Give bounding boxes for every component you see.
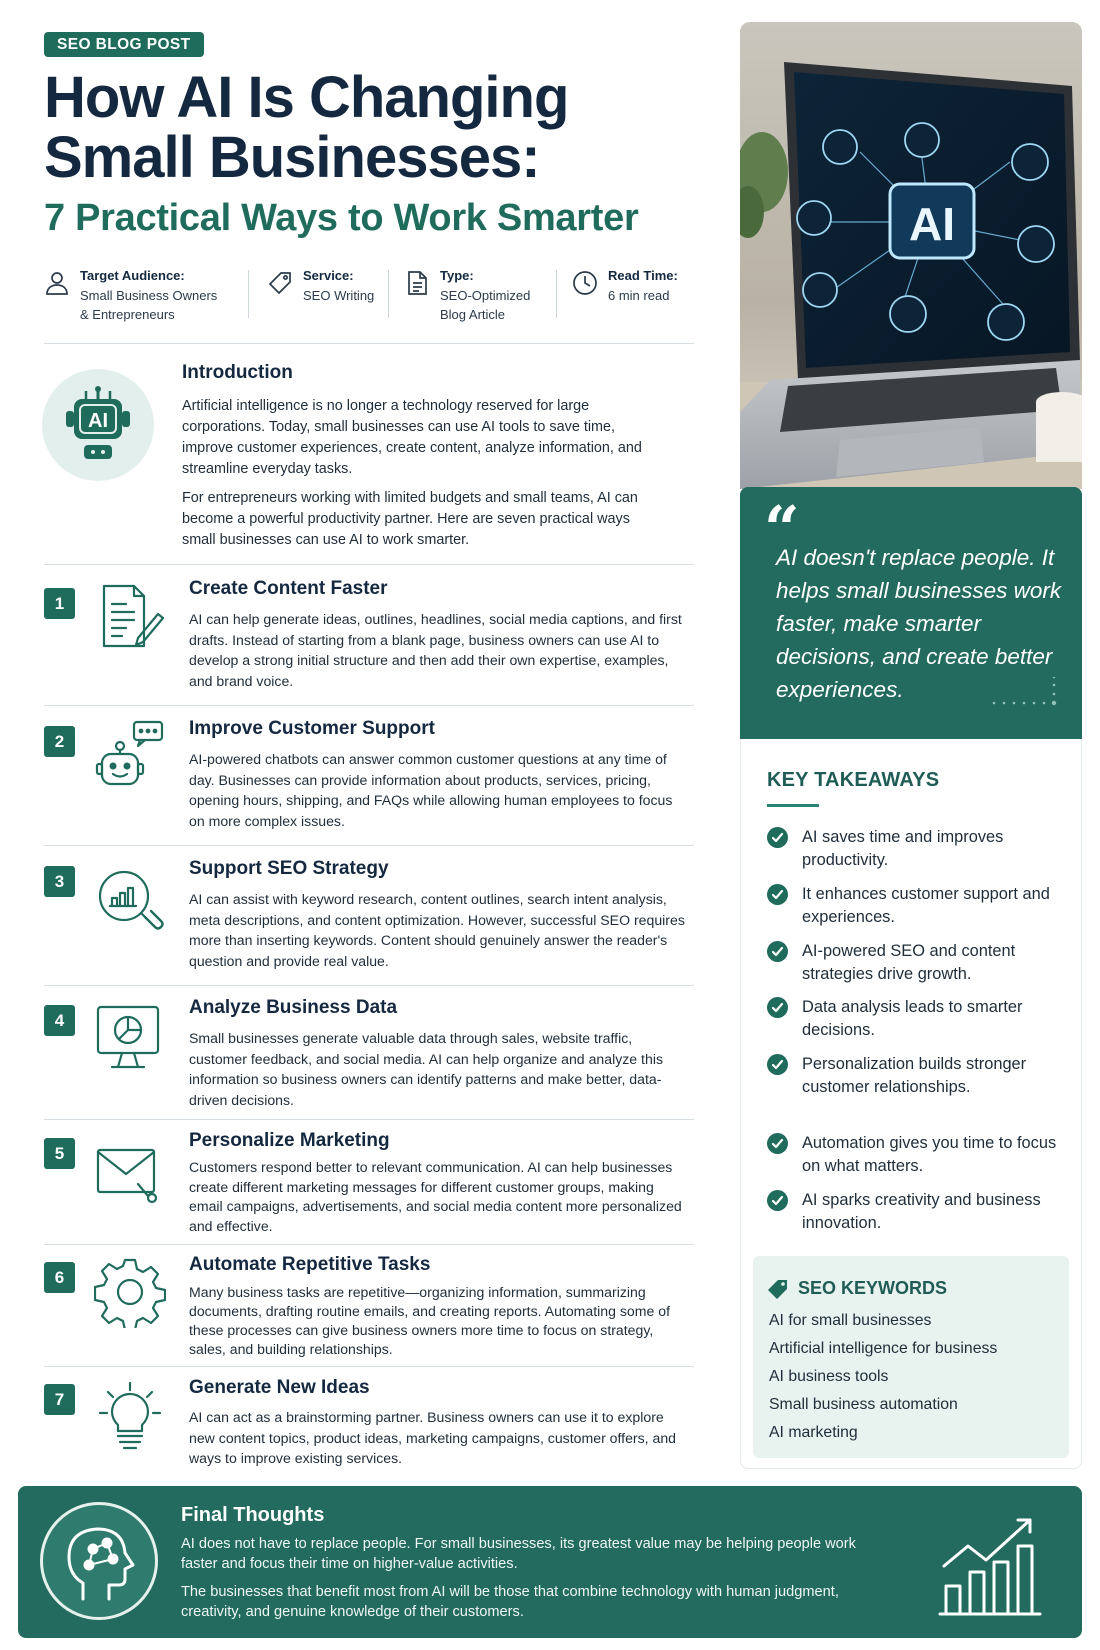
list-item — [44, 997, 694, 1117]
meta-label: Type: — [440, 268, 474, 283]
divider — [44, 1244, 694, 1245]
item-title: Automate Repetitive Tasks — [189, 1254, 431, 1275]
divider — [44, 705, 694, 706]
meta-value: SEO Writing — [303, 288, 375, 303]
meta-row — [44, 268, 694, 324]
item-title: Generate New Ideas — [189, 1377, 370, 1398]
post-type-badge: SEO BLOG POST — [44, 32, 204, 57]
keyword-item: AI marketing — [769, 1424, 858, 1441]
item-number: 3 — [44, 866, 75, 897]
item-title: Support SEO Strategy — [189, 858, 389, 879]
list-item — [44, 718, 694, 842]
keyword-item: Small business automation — [769, 1396, 958, 1413]
screen-ai-label: AI — [909, 198, 955, 250]
item-description: AI-powered chatbots can answer common customer questions at any time of day. Businesses can provide information about products, services, pricing, opening hours, shipping, and FAQs while allowing human employees to focus on more complex issues. — [189, 751, 673, 829]
page-title: How AI Is Changing Small Businesses: — [44, 65, 569, 190]
final-thoughts-paragraph: The businesses that benefit most from AI will be those that combine technology with human judgment, creativity, and genuine knowledge of their customers. — [181, 1584, 839, 1620]
item-title: Improve Customer Support — [189, 718, 435, 739]
check-icon — [767, 997, 788, 1018]
takeaway-text: Automation gives you time to focus on what matters. — [802, 1134, 1057, 1175]
item-description: Many business tasks are repetitive—organizing information, summarizing documents, drafting routine emails, and creating reports. Automating some of these processes can give business owners more time to focus on strategy, sales, and building relationships. — [189, 1284, 671, 1357]
item-title: Create Content Faster — [189, 578, 388, 599]
keyword-item: AI business tools — [769, 1368, 889, 1385]
meta-divider — [388, 270, 389, 318]
page-subtitle: 7 Practical Ways to Work Smarter — [44, 197, 639, 239]
envelope-icon — [94, 1140, 166, 1212]
divider — [44, 985, 694, 986]
final-thoughts-banner — [18, 1486, 1082, 1638]
tag-icon — [767, 1278, 789, 1300]
takeaway-text: Data analysis leads to smarter decisions. — [802, 998, 1023, 1039]
lightbulb-icon — [94, 1381, 166, 1453]
monitor-chart-icon — [94, 1003, 166, 1075]
item-number: 1 — [44, 588, 75, 619]
meta-divider — [556, 270, 557, 318]
meta-label: Service: — [303, 268, 354, 283]
check-icon — [767, 1133, 788, 1154]
list-item — [44, 1377, 694, 1487]
takeaway-text: Personalization builds stronger customer relationships. — [802, 1055, 1027, 1096]
svg-text:AI: AI — [88, 410, 108, 432]
magnifier-chart-icon — [94, 866, 166, 938]
meta-read-time — [572, 268, 694, 324]
item-description: Customers respond better to relevant communication. AI can help businesses create different marketing messages for different customer groups, making email campaigns, advertisements, and social media content more personalized and effective. — [189, 1159, 682, 1234]
decorative-dots — [990, 677, 1064, 707]
meta-label: Read Time: — [608, 268, 678, 283]
divider — [44, 1366, 694, 1367]
list-item — [44, 578, 694, 700]
takeaway-text: AI-powered SEO and content strategies drive growth. — [802, 942, 1016, 983]
meta-service — [267, 268, 377, 324]
item-number: 6 — [44, 1262, 75, 1293]
check-icon — [767, 1054, 788, 1075]
meta-value: Small Business Owners & Entrepreneurs — [80, 288, 218, 322]
divider — [44, 343, 694, 344]
list-item — [44, 1130, 694, 1252]
item-title: Personalize Marketing — [189, 1130, 390, 1151]
check-icon — [767, 827, 788, 848]
seo-keywords-title: SEO KEYWORDS — [798, 1278, 948, 1298]
document-pen-icon — [94, 580, 166, 652]
meta-value: 6 min read — [608, 288, 670, 303]
key-takeaways-panel — [740, 739, 1082, 1469]
divider — [44, 564, 694, 565]
quote-text: AI doesn't replace people. It helps small businesses work faster, make smarter decisions, and create better experiences. — [776, 545, 1062, 702]
item-number: 5 — [44, 1138, 75, 1169]
intro-title: Introduction — [182, 362, 293, 383]
pull-quote — [740, 487, 1082, 739]
key-takeaways-title: KEY TAKEAWAYS — [767, 769, 940, 791]
meta-value: SEO-Optimized Blog Article — [440, 288, 531, 322]
item-number: 7 — [44, 1384, 75, 1415]
takeaway-text: AI saves time and improves productivity. — [802, 828, 1004, 869]
chatbot-icon — [94, 720, 166, 792]
gear-icon — [94, 1256, 166, 1328]
growth-chart-icon — [938, 1510, 1048, 1620]
ai-robot-icon — [42, 369, 154, 481]
item-number: 4 — [44, 1005, 75, 1036]
document-icon — [404, 270, 430, 296]
item-description: Small businesses generate valuable data through sales, website traffic, customer feedback, and social media. AI can help organize and analyze this information so business owners can identify patterns and make better, data-driven decisions. — [189, 1030, 663, 1108]
seo-keywords-box — [753, 1256, 1069, 1458]
takeaway-text: AI sparks creativity and business innovation. — [802, 1191, 1041, 1232]
quote-mark-icon: “ — [764, 492, 800, 565]
check-icon — [767, 1190, 788, 1211]
final-thoughts-title: Final Thoughts — [181, 1504, 325, 1526]
item-description: AI can assist with keyword research, content outlines, search intent analysis, meta descriptions, and content optimization. However, successful SEO requires more than inserting keywords. Content should genuinely answer the reader's question and provide real value. — [189, 891, 685, 969]
item-description: AI can help generate ideas, outlines, headlines, social media captions, and first drafts. Instead of starting from a blank page, business owners can use AI to develop a strong initial structure and then add their own expertise, examples, and brand voice. — [189, 611, 682, 689]
item-number: 2 — [44, 726, 75, 757]
clock-icon — [572, 270, 598, 296]
check-icon — [767, 884, 788, 905]
person-icon — [44, 270, 70, 296]
keyword-item: AI for small businesses — [769, 1312, 932, 1329]
meta-audience — [44, 268, 244, 324]
title-underline — [767, 804, 819, 807]
meta-label: Target Audience: — [80, 268, 185, 283]
item-title: Analyze Business Data — [189, 997, 398, 1018]
list-item — [44, 1254, 694, 1370]
laptop-photo — [740, 22, 1082, 489]
item-description: AI can act as a brainstorming partner. Business owners can use it to explore new content topics, product ideas, marketing campaigns, customer offers, and ways to improve existing services. — [189, 1409, 677, 1466]
intro-paragraph: Artificial intelligence is no longer a technology reserved for large corporations. Today, small businesses can use AI tools to save time, improve customer experiences, create content, analyze information, and streamline everyday tasks. — [182, 398, 642, 477]
divider — [44, 1119, 694, 1120]
list-item — [44, 858, 694, 982]
meta-divider — [248, 270, 249, 318]
check-icon — [767, 941, 788, 962]
tag-icon — [267, 270, 293, 296]
keyword-item: Artificial intelligence for business — [769, 1340, 998, 1357]
brain-head-icon — [40, 1502, 158, 1620]
meta-type — [404, 268, 544, 324]
divider — [44, 845, 694, 846]
takeaway-text: It enhances customer support and experiences. — [802, 885, 1050, 926]
intro-paragraph: For entrepreneurs working with limited budgets and small teams, AI can become a powerful productivity partner. Here are seven practical ways small businesses can use AI to work smarter. — [182, 490, 638, 548]
final-thoughts-paragraph: AI does not have to replace people. For small businesses, its greatest value may be helping people work faster and focus their time on higher-value activities. — [181, 1536, 856, 1572]
